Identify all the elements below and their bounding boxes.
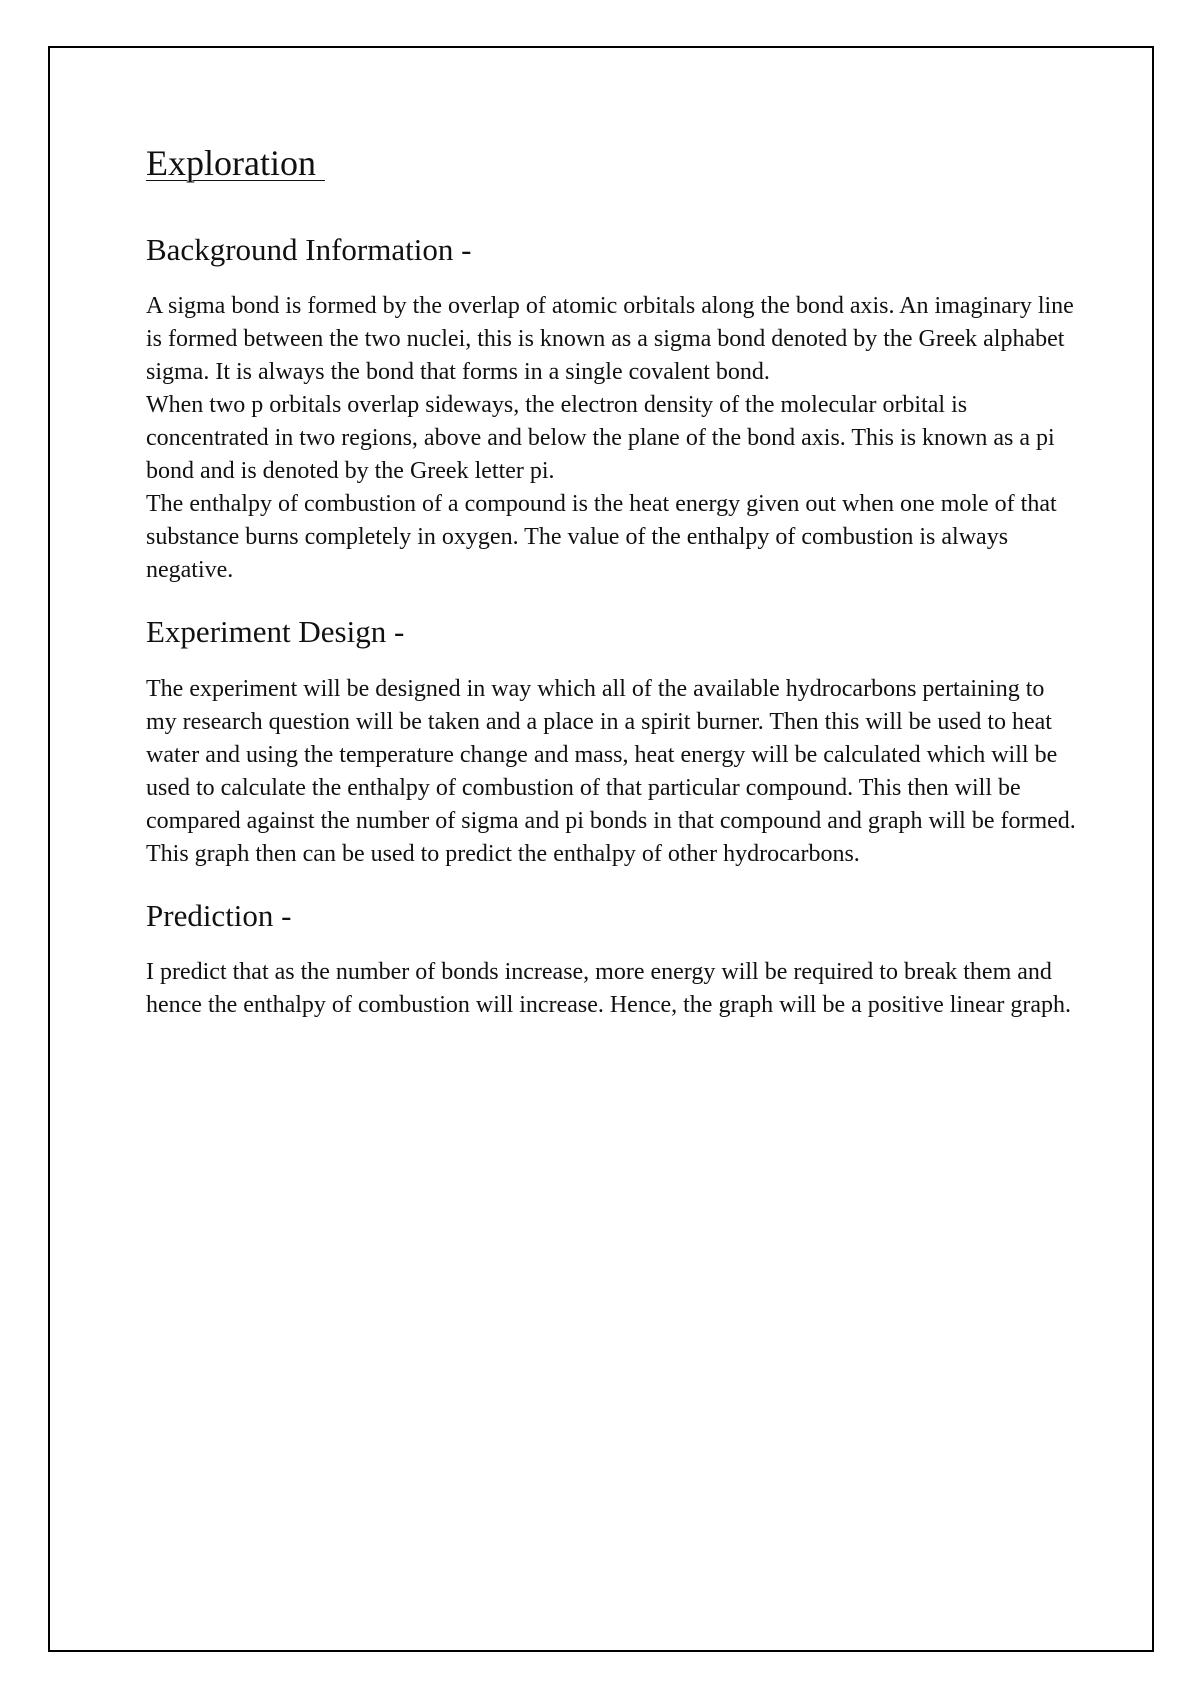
paragraph-experiment-design: The experiment will be designed in way which all of the available hydrocarbons pertaining to my research question will be taken and a place in a spirit burner. Then this will be used to heat water and using the temperature change and mass, heat energy will be calculated which will be used to calculate the enthalpy of combustion of that particular compound. This then will be compared against the number of sigma and pi bonds in that compound and graph will be formed. This graph then can be used to predict the enthalpy of other hydrocarbons.	[146, 675, 1076, 867]
paragraph-pi-bond: When two p orbitals overlap sideways, the electron density of the molecular orbital is concentrated in two regions, above and below the plane of the bond axis. This is known as a pi bond and is denoted by the Greek letter pi.	[146, 392, 1055, 485]
paragraph-sigma-bond: A sigma bond is formed by the overlap of atomic orbitals along the bond axis. An imaginary line is formed between the two nuclei, this is known as a sigma bond denoted by the Greek alphabet sigma. It is always the bond that forms in a single covalent bond.	[146, 293, 1074, 386]
paragraph-prediction: I predict that as the number of bonds increase, more energy will be required to break them and hence the enthalpy of combustion will increase. Hence, the graph will be a positive linear graph.	[146, 958, 1072, 1018]
section-heading-experiment-design: Experiment Design -	[146, 614, 405, 650]
document-title: Exploration	[146, 143, 325, 183]
section-experiment-design	[146, 613, 1076, 870]
document-body	[146, 142, 1076, 1048]
section-background	[146, 231, 1076, 587]
section-prediction	[146, 897, 1076, 1022]
section-heading-background: Background Information -	[146, 232, 472, 268]
section-heading-prediction: Prediction -	[146, 897, 292, 933]
paragraph-enthalpy: The enthalpy of combustion of a compound is the heat energy given out when one mole of that substance burns completely in oxygen. The value of the enthalpy of combustion is always negative.	[146, 491, 1057, 584]
